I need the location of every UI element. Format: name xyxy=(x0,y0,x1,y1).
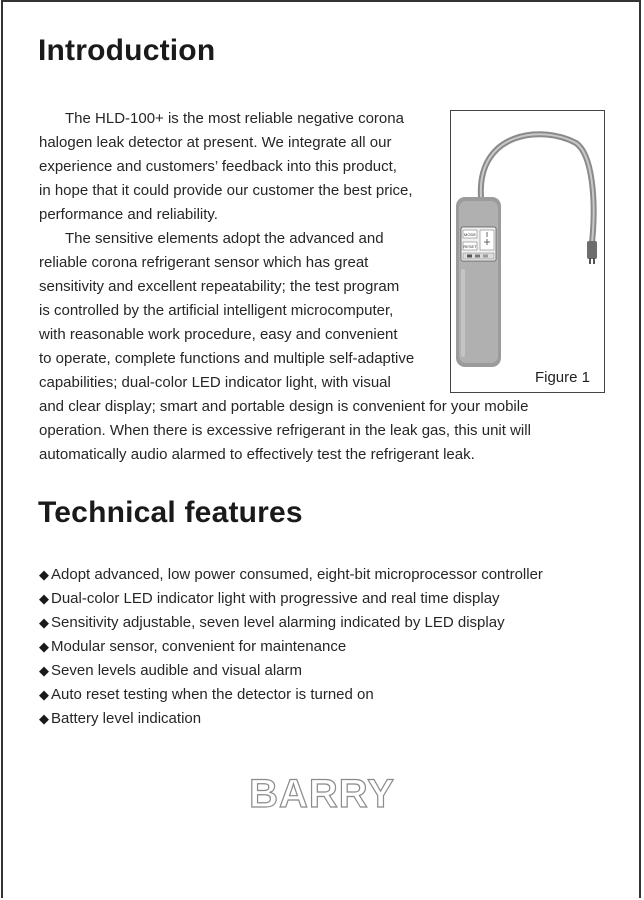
feature-text: Auto reset testing when the detector is turned on xyxy=(51,686,374,703)
list-item xyxy=(39,683,374,707)
feature-text: Battery level indication xyxy=(51,710,202,727)
leak-detector-image xyxy=(451,111,606,394)
list-item xyxy=(39,635,346,659)
intro-line: halogen leak detector at present. We integrate all our xyxy=(39,134,392,151)
diamond-bullet-icon: ◆ xyxy=(39,711,49,726)
feature-text: Modular sensor, convenient for maintenance xyxy=(51,638,347,655)
section-title-introduction: Introduction xyxy=(38,34,216,67)
sensor-tip xyxy=(587,241,597,259)
feature-text: Dual-color LED indicator light with progressive and real time display xyxy=(51,590,500,607)
intro-line: performance and reliability. xyxy=(39,206,218,223)
section-title-technical-features: Technical features xyxy=(38,496,303,529)
list-item xyxy=(39,587,500,611)
list-item xyxy=(39,659,302,683)
figure-1 xyxy=(450,110,605,393)
mode-button-label: MODE xyxy=(464,232,476,237)
intro-line: in hope that it could provide our customer the best price, xyxy=(39,182,413,199)
intro-line: reliable corona refrigerant sensor which has great xyxy=(39,254,369,271)
intro-line: The HLD-100+ is the most reliable negative corona xyxy=(65,110,404,127)
intro-line: with reasonable work procedure, easy and convenient xyxy=(39,326,398,343)
diamond-bullet-icon: ◆ xyxy=(39,639,49,654)
intro-line: and clear display; smart and portable design is convenient for your mobile xyxy=(39,398,529,415)
brand-watermark: BARRY xyxy=(249,772,395,816)
intro-line: operation. When there is excessive refrigerant in the leak gas, this unit will xyxy=(39,422,531,439)
diamond-bullet-icon: ◆ xyxy=(39,615,49,630)
intro-line: The sensitive elements adopt the advanced and xyxy=(65,230,384,247)
figure-caption: Figure 1 xyxy=(534,369,590,386)
feature-text: Seven levels audible and visual alarm xyxy=(51,662,302,679)
intro-line: experience and customers’ feedback into this product, xyxy=(39,158,397,175)
diamond-bullet-icon: ◆ xyxy=(39,687,49,702)
feature-text: Adopt advanced, low power consumed, eight-bit microprocessor controller xyxy=(51,566,543,583)
diamond-bullet-icon: ◆ xyxy=(39,591,49,606)
diamond-bullet-icon: ◆ xyxy=(39,663,49,678)
intro-line: automatically audio alarmed to effectively test the refrigerant leak. xyxy=(39,446,475,463)
intro-line: is controlled by the artificial intelligent microcomputer, xyxy=(39,302,394,319)
feature-text: Sensitivity adjustable, seven level alarming indicated by LED display xyxy=(51,614,505,631)
list-item xyxy=(39,611,505,635)
intro-line: to operate, complete functions and multiple self-adaptive xyxy=(39,350,415,367)
diamond-bullet-icon: ◆ xyxy=(39,567,49,582)
list-item xyxy=(39,563,543,587)
intro-line: sensitivity and excellent repeatability; the test program xyxy=(39,278,400,295)
list-item xyxy=(39,707,201,731)
reset-button-label: RESET xyxy=(463,244,477,249)
intro-line: capabilities; dual-color LED indicator light, with visual xyxy=(39,374,391,391)
